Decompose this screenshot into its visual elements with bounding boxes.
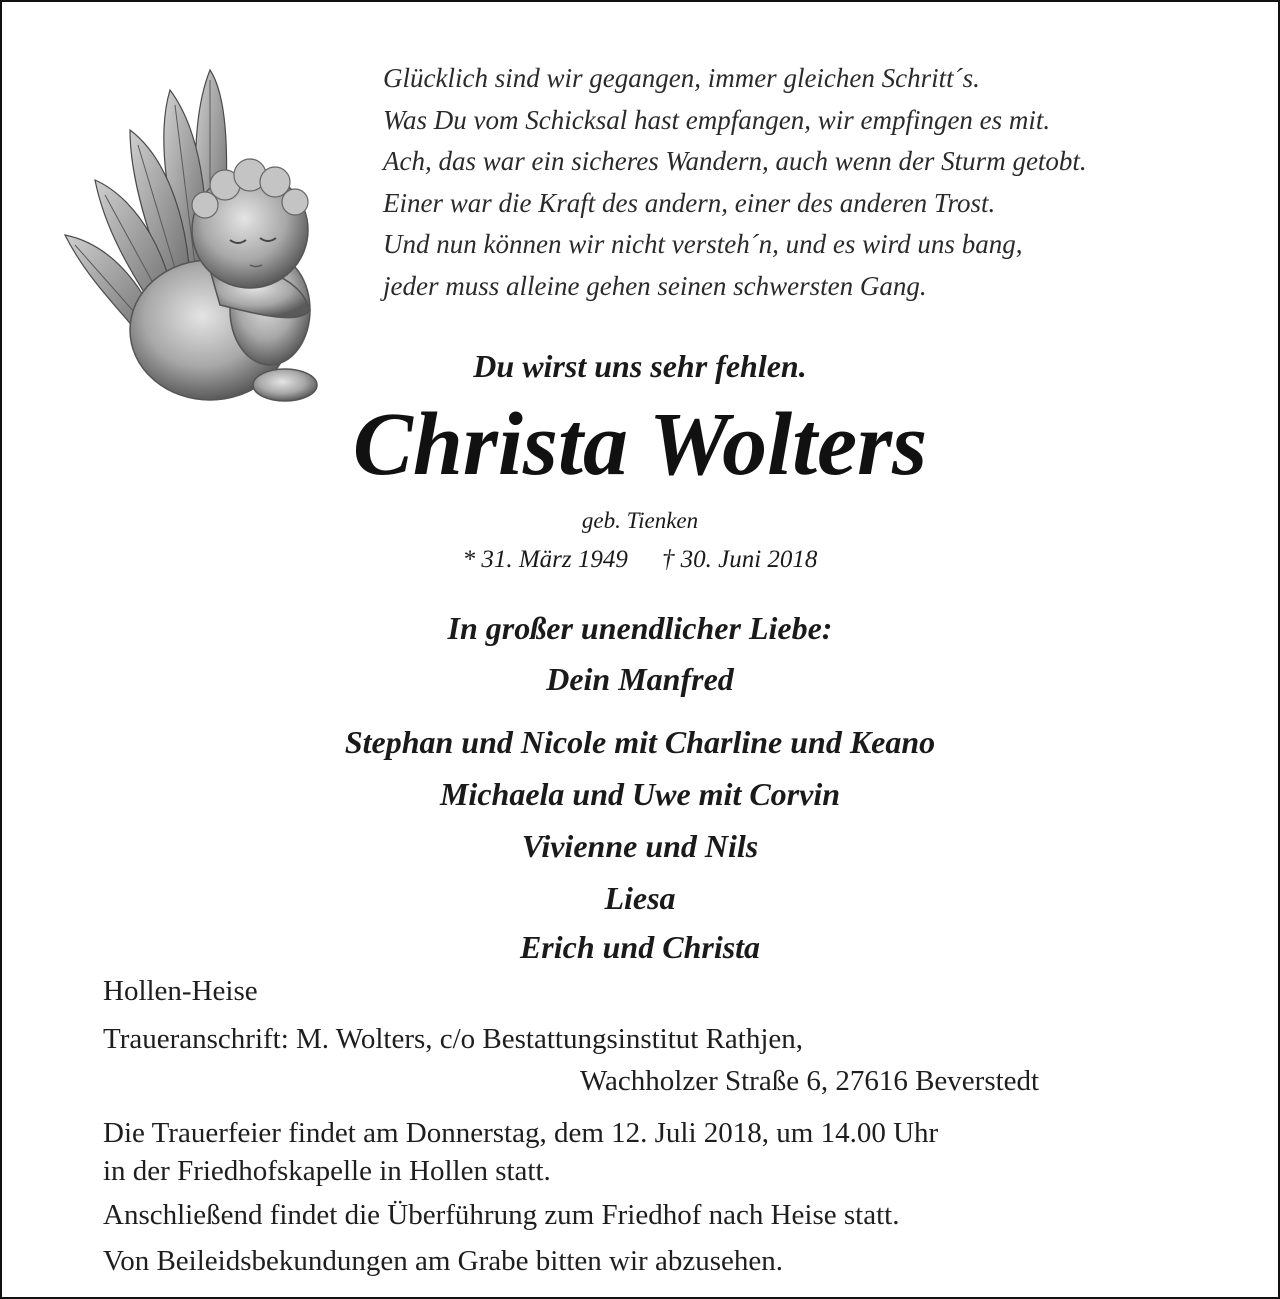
spouse-name: Dein Manfred [546, 661, 734, 697]
mourners-intro: In großer unendlicher Liebe: [447, 610, 833, 646]
birth-date: * 31. März 1949 [462, 546, 628, 573]
death-date: † 30. Juni 2018 [661, 546, 818, 573]
birth-name: geb. Tienken [581, 508, 699, 533]
place: Hollen-Heise [103, 975, 258, 1007]
life-dates [340, 546, 940, 574]
ceremony-line: in der Friedhofskapelle in Hollen statt. [103, 1155, 551, 1187]
poem-line: Ach, das war ein sicheres Wandern, auch wenn der Sturm getobt. [383, 146, 1087, 177]
family-line: Vivienne und Nils [521, 828, 759, 864]
ceremony-line: Anschließend findet die Überführung zum Friedhof nach Heise statt. [103, 1199, 900, 1231]
tagline: Du wirst uns sehr fehlen. [473, 348, 807, 384]
family-line: Liesa [604, 880, 676, 916]
poem-line: Was Du vom Schicksal hast empfangen, wir empfingen es mit. [383, 104, 1051, 135]
poem-line: Glücklich sind wir gegangen, immer gleichen Schritt´s. [383, 63, 980, 93]
poem-line: Einer war die Kraft des andern, einer des anderen Trost. [383, 187, 996, 218]
poem-line: jeder muss alleine gehen seinen schwersten Gang. [383, 270, 927, 301]
poem-line: Und nun können wir nicht versteh´n, und es wird uns bang, [383, 229, 1023, 260]
address-line-1: Traueranschrift: M. Wolters, c/o Bestattungsinstitut Rathjen, [103, 1023, 804, 1055]
family-line: Michaela und Uwe mit Corvin [439, 776, 841, 812]
family-line: Stephan und Nicole mit Charline und Keano [344, 724, 936, 760]
poem [383, 58, 1263, 308]
condolence-note: Von Beileidsbekundungen am Grabe bitten wir abzusehen. [103, 1245, 783, 1277]
ceremony-line: Die Trauerfeier findet am Donnerstag, dem 12. Juli 2018, um 14.00 Uhr [103, 1117, 939, 1149]
address-line-2: Wachholzer Straße 6, 27616 Beverstedt [580, 1065, 1040, 1097]
deceased-name: Christa Wolters [352, 395, 928, 494]
family-line: Erich und Christa [519, 929, 761, 965]
